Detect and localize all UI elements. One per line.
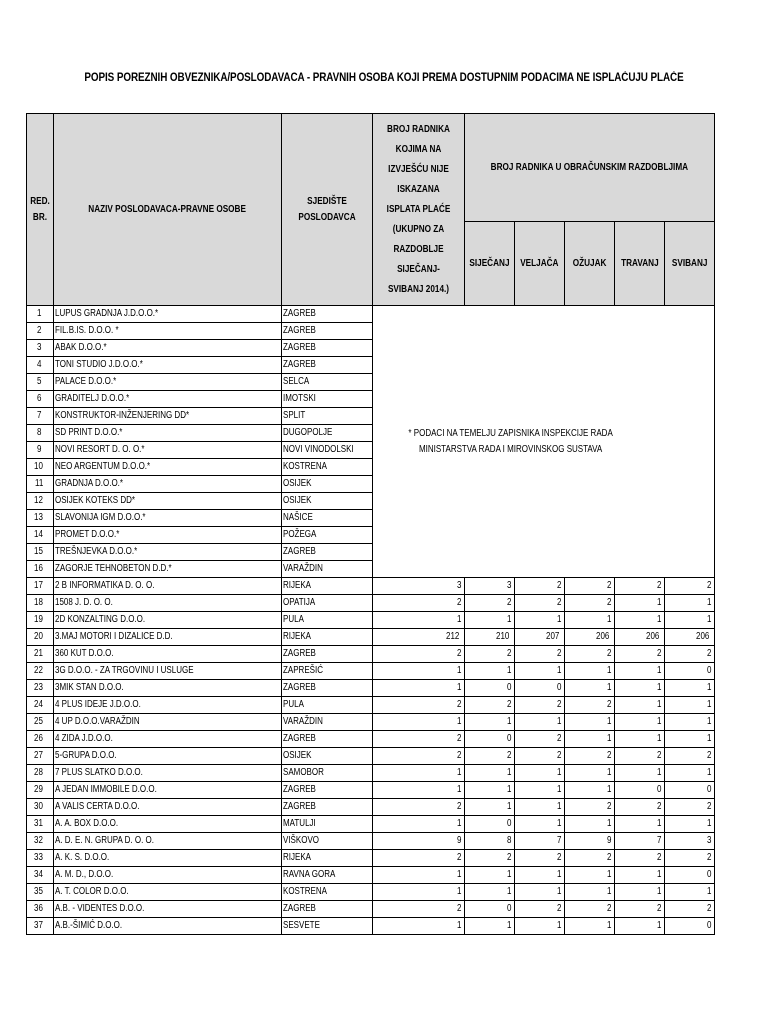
worker-total: 1 xyxy=(373,663,465,680)
row-number: 13 xyxy=(27,510,54,527)
worker-total: 2 xyxy=(373,646,465,663)
worker-count-month-3: 1 xyxy=(565,714,615,731)
worker-count-month-2: 2 xyxy=(515,748,565,765)
employer-city: VARAŽDIN xyxy=(282,714,373,731)
worker-count-month-4: 1 xyxy=(615,595,665,612)
employer-city: KOSTRENA xyxy=(282,459,373,476)
row-number: 37 xyxy=(27,918,54,935)
table-row xyxy=(27,612,715,629)
header-month-ozujak: OŽUJAK xyxy=(565,222,615,306)
worker-count-month-3: 2 xyxy=(565,595,615,612)
worker-count-month-5: 1 xyxy=(665,714,715,731)
worker-total: 1 xyxy=(373,884,465,901)
worker-count-month-3: 2 xyxy=(565,646,615,663)
worker-total: 1 xyxy=(373,918,465,935)
employer-name: A.B.-ŠIMIĆ D.O.O. xyxy=(54,918,282,935)
employer-city: RIJEKA xyxy=(282,850,373,867)
employer-name: KONSTRUKTOR-INŽENJERING DD* xyxy=(54,408,282,425)
worker-count-month-5: 3 xyxy=(665,833,715,850)
worker-count-month-1: 1 xyxy=(465,867,515,884)
table-row xyxy=(27,884,715,901)
employer-name: A. A. BOX D.O.O. xyxy=(54,816,282,833)
employer-city: VIŠKOVO xyxy=(282,833,373,850)
employer-city: ZAGREB xyxy=(282,306,373,323)
employer-name: A.B. - VIDENTES D.O.O. xyxy=(54,901,282,918)
worker-count-month-3: 2 xyxy=(565,748,615,765)
table-body xyxy=(27,306,715,935)
worker-count-month-5: 1 xyxy=(665,697,715,714)
worker-count-month-4: 1 xyxy=(615,918,665,935)
employer-city: ZAGREB xyxy=(282,646,373,663)
employer-name: PROMET D.O.O.* xyxy=(54,527,282,544)
worker-count-month-5: 0 xyxy=(665,918,715,935)
employer-name: A. K. S. D.O.O. xyxy=(54,850,282,867)
employer-city: PULA xyxy=(282,697,373,714)
worker-count-month-5: 1 xyxy=(665,612,715,629)
employer-city: MATULJI xyxy=(282,816,373,833)
worker-count-month-2: 1 xyxy=(515,867,565,884)
worker-count-month-3: 1 xyxy=(565,782,615,799)
worker-count-month-3: 2 xyxy=(565,578,615,595)
employer-city: VARAŽDIN xyxy=(282,561,373,578)
worker-count-month-3: 1 xyxy=(565,884,615,901)
row-number: 21 xyxy=(27,646,54,663)
employers-table xyxy=(26,113,715,935)
employer-city: NOVI VINODOLSKI xyxy=(282,442,373,459)
row-number: 5 xyxy=(27,374,54,391)
worker-count-month-3: 1 xyxy=(565,867,615,884)
row-number: 4 xyxy=(27,357,54,374)
employer-name: 3MIK STAN D.O.O. xyxy=(54,680,282,697)
employer-name: 2D KONZALTING D.O.O. xyxy=(54,612,282,629)
employer-city: ZAGREB xyxy=(282,323,373,340)
row-number: 9 xyxy=(27,442,54,459)
employer-name: 3.MAJ MOTORI I DIZALICE D.D. xyxy=(54,629,282,646)
table-row xyxy=(27,850,715,867)
employer-name: PALACE D.O.O.* xyxy=(54,374,282,391)
worker-count-month-3: 1 xyxy=(565,816,615,833)
employer-city: ZAGREB xyxy=(282,799,373,816)
worker-count-month-5: 2 xyxy=(665,901,715,918)
worker-count-month-5: 2 xyxy=(665,850,715,867)
employer-city: PULA xyxy=(282,612,373,629)
worker-count-month-5: 2 xyxy=(665,578,715,595)
row-number: 33 xyxy=(27,850,54,867)
employer-city: OSIJEK xyxy=(282,493,373,510)
row-number: 7 xyxy=(27,408,54,425)
employer-city: SELCA xyxy=(282,374,373,391)
worker-count-month-1: 2 xyxy=(465,697,515,714)
worker-total: 1 xyxy=(373,782,465,799)
worker-count-month-1: 0 xyxy=(465,901,515,918)
employer-city: ZAGREB xyxy=(282,901,373,918)
worker-total: 2 xyxy=(373,731,465,748)
worker-total: 2 xyxy=(373,697,465,714)
worker-count-month-2: 0 xyxy=(515,680,565,697)
table-row xyxy=(27,731,715,748)
worker-total: 1 xyxy=(373,867,465,884)
worker-count-month-2: 207 xyxy=(515,629,565,646)
worker-count-month-5: 0 xyxy=(665,867,715,884)
row-number: 18 xyxy=(27,595,54,612)
row-number: 14 xyxy=(27,527,54,544)
header-naziv: NAZIV POSLODAVACA-PRAVNE OSOBE xyxy=(54,114,282,306)
worker-count-month-1: 1 xyxy=(465,765,515,782)
row-number: 28 xyxy=(27,765,54,782)
table-row xyxy=(27,867,715,884)
worker-total: 1 xyxy=(373,612,465,629)
worker-count-month-4: 0 xyxy=(615,782,665,799)
table-row xyxy=(27,306,715,323)
row-number: 31 xyxy=(27,816,54,833)
worker-total: 1 xyxy=(373,714,465,731)
row-number: 19 xyxy=(27,612,54,629)
worker-total: 2 xyxy=(373,595,465,612)
employer-city: KOSTRENA xyxy=(282,884,373,901)
worker-total: 2 xyxy=(373,850,465,867)
row-number: 17 xyxy=(27,578,54,595)
row-number: 35 xyxy=(27,884,54,901)
worker-count-month-2: 1 xyxy=(515,782,565,799)
worker-count-month-2: 2 xyxy=(515,850,565,867)
worker-count-month-4: 1 xyxy=(615,714,665,731)
row-number: 29 xyxy=(27,782,54,799)
employer-name: TONI STUDIO J.D.O.O.* xyxy=(54,357,282,374)
employer-name: 2 B INFORMATIKA D. O. O. xyxy=(54,578,282,595)
worker-count-month-1: 1 xyxy=(465,884,515,901)
header-month-travanj: TRAVANJ xyxy=(615,222,665,306)
row-number: 36 xyxy=(27,901,54,918)
employer-city: ZAGREB xyxy=(282,680,373,697)
worker-count-month-5: 1 xyxy=(665,595,715,612)
header-month-veljaca: VELJAČA xyxy=(515,222,565,306)
employer-name: A JEDAN IMMOBILE D.O.O. xyxy=(54,782,282,799)
employer-city: OPATIJA xyxy=(282,595,373,612)
table-row xyxy=(27,714,715,731)
worker-count-month-2: 2 xyxy=(515,697,565,714)
header-sjediste: SJEDIŠTE POSLODAVCA xyxy=(282,114,373,306)
worker-count-month-5: 0 xyxy=(665,663,715,680)
table-row xyxy=(27,680,715,697)
worker-count-month-2: 2 xyxy=(515,731,565,748)
worker-count-month-3: 1 xyxy=(565,612,615,629)
worker-count-month-5: 1 xyxy=(665,765,715,782)
table-row xyxy=(27,799,715,816)
employer-name: GRADITELJ D.O.O.* xyxy=(54,391,282,408)
employer-city: OSIJEK xyxy=(282,476,373,493)
row-number: 3 xyxy=(27,340,54,357)
employer-name: 4 ZIDA J.D.O.O. xyxy=(54,731,282,748)
employer-city: ZAGREB xyxy=(282,782,373,799)
worker-count-month-5: 206 xyxy=(665,629,715,646)
employer-city: POŽEGA xyxy=(282,527,373,544)
worker-count-month-4: 1 xyxy=(615,697,665,714)
worker-count-month-4: 206 xyxy=(615,629,665,646)
row-number: 27 xyxy=(27,748,54,765)
table-row xyxy=(27,833,715,850)
employer-city: RAVNA GORA xyxy=(282,867,373,884)
row-number: 15 xyxy=(27,544,54,561)
row-number: 6 xyxy=(27,391,54,408)
worker-count-month-2: 1 xyxy=(515,816,565,833)
worker-count-month-1: 2 xyxy=(465,850,515,867)
worker-count-month-3: 1 xyxy=(565,918,615,935)
row-number: 23 xyxy=(27,680,54,697)
worker-total: 2 xyxy=(373,748,465,765)
worker-count-month-2: 2 xyxy=(515,901,565,918)
worker-count-month-3: 1 xyxy=(565,731,615,748)
header-month-svibanj: SVIBANJ xyxy=(665,222,715,306)
worker-count-month-2: 1 xyxy=(515,884,565,901)
row-number: 20 xyxy=(27,629,54,646)
employer-name: A. D. E. N. GRUPA D. O. O. xyxy=(54,833,282,850)
worker-count-month-2: 1 xyxy=(515,612,565,629)
worker-count-month-5: 2 xyxy=(665,799,715,816)
worker-count-month-1: 2 xyxy=(465,646,515,663)
worker-count-month-4: 1 xyxy=(615,884,665,901)
row-number: 2 xyxy=(27,323,54,340)
row-number: 8 xyxy=(27,425,54,442)
worker-count-month-5: 0 xyxy=(665,782,715,799)
row-number: 11 xyxy=(27,476,54,493)
employer-city: RIJEKA xyxy=(282,578,373,595)
worker-count-month-4: 2 xyxy=(615,646,665,663)
worker-count-month-2: 7 xyxy=(515,833,565,850)
worker-count-month-4: 1 xyxy=(615,816,665,833)
worker-count-month-1: 3 xyxy=(465,578,515,595)
worker-count-month-1: 2 xyxy=(465,595,515,612)
employer-name: 1508 J. D. O. O. xyxy=(54,595,282,612)
worker-count-month-1: 1 xyxy=(465,782,515,799)
worker-count-month-1: 8 xyxy=(465,833,515,850)
worker-total: 9 xyxy=(373,833,465,850)
employer-city: IMOTSKI xyxy=(282,391,373,408)
worker-count-month-2: 1 xyxy=(515,714,565,731)
table-row xyxy=(27,629,715,646)
worker-count-month-2: 1 xyxy=(515,765,565,782)
employer-name: TREŠNJEVKA D.O.O.* xyxy=(54,544,282,561)
employer-name: ABAK D.O.O.* xyxy=(54,340,282,357)
worker-count-month-4: 2 xyxy=(615,799,665,816)
row-number: 25 xyxy=(27,714,54,731)
row-number: 16 xyxy=(27,561,54,578)
employer-city: ZAPREŠIĆ xyxy=(282,663,373,680)
worker-count-month-3: 1 xyxy=(565,680,615,697)
worker-count-month-4: 1 xyxy=(615,867,665,884)
worker-total: 1 xyxy=(373,816,465,833)
document-title: POPIS POREZNIH OBVEZNIKA/POSLODAVACA - PRAVNIH OSOBA KOJI PREMA DOSTUPNIM PODACIMA NE ISPLAĆUJU PLAĆE xyxy=(84,72,684,84)
worker-total: 1 xyxy=(373,765,465,782)
worker-count-month-4: 2 xyxy=(615,901,665,918)
worker-count-month-3: 1 xyxy=(565,765,615,782)
table-row xyxy=(27,646,715,663)
worker-count-month-5: 1 xyxy=(665,731,715,748)
row-number: 10 xyxy=(27,459,54,476)
worker-count-month-4: 1 xyxy=(615,731,665,748)
worker-count-month-1: 1 xyxy=(465,918,515,935)
worker-count-month-5: 2 xyxy=(665,748,715,765)
employer-city: ZAGREB xyxy=(282,544,373,561)
header-red-br: RED. BR. xyxy=(27,114,54,306)
employer-name: 7 PLUS SLATKO D.O.O. xyxy=(54,765,282,782)
worker-total: 212 xyxy=(373,629,465,646)
worker-count-month-2: 1 xyxy=(515,918,565,935)
worker-count-month-1: 210 xyxy=(465,629,515,646)
worker-count-month-5: 2 xyxy=(665,646,715,663)
employer-name: LUPUS GRADNJA J.D.O.O.* xyxy=(54,306,282,323)
worker-count-month-3: 9 xyxy=(565,833,615,850)
row-number: 30 xyxy=(27,799,54,816)
employer-city: RIJEKA xyxy=(282,629,373,646)
worker-total: 3 xyxy=(373,578,465,595)
employer-city: ZAGREB xyxy=(282,357,373,374)
worker-total: 2 xyxy=(373,799,465,816)
employer-name: SLAVONIJA IGM D.O.O.* xyxy=(54,510,282,527)
worker-count-month-4: 2 xyxy=(615,748,665,765)
employer-name: 4 UP D.O.O.VARAŽDIN xyxy=(54,714,282,731)
worker-count-month-2: 2 xyxy=(515,646,565,663)
employer-city: ZAGREB xyxy=(282,340,373,357)
row-number: 26 xyxy=(27,731,54,748)
employer-city: DUGOPOLJE xyxy=(282,425,373,442)
worker-count-month-3: 2 xyxy=(565,901,615,918)
worker-count-month-1: 1 xyxy=(465,612,515,629)
employer-name: FIL.B.IS. D.O.O. * xyxy=(54,323,282,340)
employer-name: 360 KUT D.O.O. xyxy=(54,646,282,663)
worker-count-month-3: 206 xyxy=(565,629,615,646)
employer-name: ZAGORJE TEHNOBETON D.D.* xyxy=(54,561,282,578)
table-row xyxy=(27,578,715,595)
worker-total: 1 xyxy=(373,680,465,697)
table-row xyxy=(27,595,715,612)
employer-name: NEO ARGENTUM D.O.O.* xyxy=(54,459,282,476)
worker-count-month-2: 2 xyxy=(515,578,565,595)
employer-name: SD PRINT D.O.O.* xyxy=(54,425,282,442)
worker-count-month-3: 2 xyxy=(565,697,615,714)
employer-name: A VALIS CERTA D.O.O. xyxy=(54,799,282,816)
worker-count-month-4: 7 xyxy=(615,833,665,850)
worker-count-month-3: 2 xyxy=(565,850,615,867)
worker-count-month-1: 0 xyxy=(465,731,515,748)
table-row xyxy=(27,765,715,782)
inspection-note: * PODACI NA TEMELJU ZAPISNIKA INSPEKCIJE RADA MINISTARSTVA RADA I MIROVINSKOG SUSTAVA xyxy=(373,306,715,578)
worker-count-month-1: 0 xyxy=(465,816,515,833)
employer-name: 4 PLUS IDEJE J.D.O.O. xyxy=(54,697,282,714)
row-number: 34 xyxy=(27,867,54,884)
worker-count-month-3: 1 xyxy=(565,663,615,680)
worker-count-month-1: 1 xyxy=(465,799,515,816)
employer-city: SAMOBOR xyxy=(282,765,373,782)
header-obracunski: BROJ RADNIKA U OBRAČUNSKIM RAZDOBLJIMA xyxy=(465,114,715,222)
row-number: 32 xyxy=(27,833,54,850)
worker-count-month-4: 1 xyxy=(615,765,665,782)
employer-name: A. M. D., D.O.O. xyxy=(54,867,282,884)
employer-city: NAŠICE xyxy=(282,510,373,527)
employer-city: SPLIT xyxy=(282,408,373,425)
table-row xyxy=(27,901,715,918)
row-number: 22 xyxy=(27,663,54,680)
worker-count-month-4: 2 xyxy=(615,850,665,867)
row-number: 12 xyxy=(27,493,54,510)
employer-name: GRADNJA D.O.O.* xyxy=(54,476,282,493)
worker-count-month-5: 1 xyxy=(665,884,715,901)
table-row xyxy=(27,918,715,935)
worker-count-month-4: 1 xyxy=(615,663,665,680)
worker-count-month-4: 1 xyxy=(615,680,665,697)
header-broj-radnika: BROJ RADNIKA KOJIMA NA IZVJEŠĆU NIJE ISKAZANA ISPLATA PLAĆE (UKUPNO ZA RAZDOBLJE SIJEČANJ-SVIBANJ 2014.) xyxy=(373,114,465,306)
table-row xyxy=(27,748,715,765)
header-month-sijecanj: SIJEČANJ xyxy=(465,222,515,306)
employer-name: A. T. COLOR D.O.O. xyxy=(54,884,282,901)
worker-total: 2 xyxy=(373,901,465,918)
table-row xyxy=(27,697,715,714)
employer-city: ZAGREB xyxy=(282,731,373,748)
employer-name: NOVI RESORT D. O. O.* xyxy=(54,442,282,459)
worker-count-month-3: 2 xyxy=(565,799,615,816)
row-number: 24 xyxy=(27,697,54,714)
worker-count-month-1: 0 xyxy=(465,680,515,697)
employer-name: OSIJEK KOTEKS DD* xyxy=(54,493,282,510)
employer-name: 5-GRUPA D.O.O. xyxy=(54,748,282,765)
row-number: 1 xyxy=(27,306,54,323)
table-row xyxy=(27,663,715,680)
worker-count-month-2: 1 xyxy=(515,799,565,816)
worker-count-month-1: 1 xyxy=(465,663,515,680)
table-row xyxy=(27,816,715,833)
worker-count-month-5: 1 xyxy=(665,680,715,697)
worker-count-month-1: 2 xyxy=(465,748,515,765)
worker-count-month-2: 1 xyxy=(515,663,565,680)
worker-count-month-1: 1 xyxy=(465,714,515,731)
employer-city: SESVETE xyxy=(282,918,373,935)
worker-count-month-4: 2 xyxy=(615,578,665,595)
employer-city: OSIJEK xyxy=(282,748,373,765)
worker-count-month-5: 1 xyxy=(665,816,715,833)
worker-count-month-4: 1 xyxy=(615,612,665,629)
worker-count-month-2: 2 xyxy=(515,595,565,612)
employer-name: 3G D.O.O. - ZA TRGOVINU I USLUGE xyxy=(54,663,282,680)
table-row xyxy=(27,782,715,799)
